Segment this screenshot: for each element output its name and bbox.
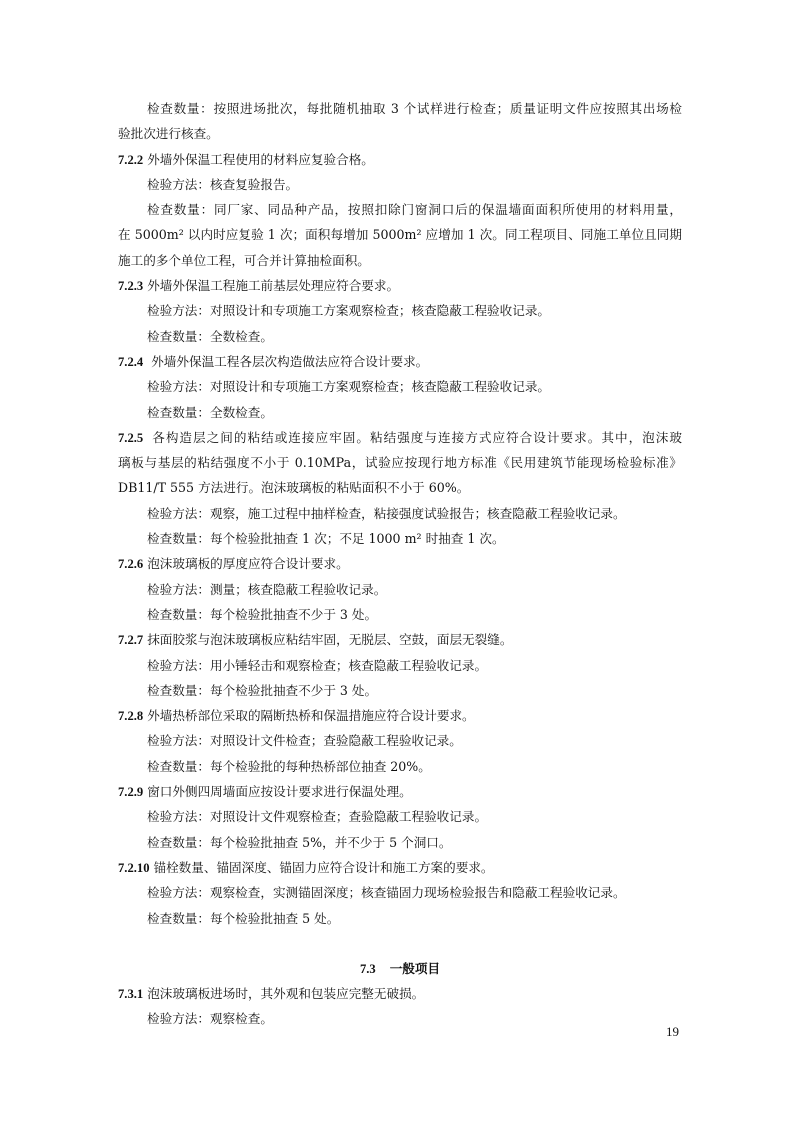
line-text: 检查数量：同厂家、同品种产品，按照扣除门窗洞口后的保温墙面面积所使用的材料用量， [147, 202, 682, 218]
clause-line [118, 703, 682, 728]
line-text: 泡沫玻璃板的厚度应符合设计要求。 [147, 556, 349, 572]
text-line [118, 400, 682, 425]
line-text: 泡沫玻璃板进场时，其外观和包装应完整无破损。 [147, 986, 425, 1002]
clause-line [118, 627, 682, 652]
line-text: 检验方法：对照设计和专项施工方案观察检查；核查隐蔽工程验收记录。 [147, 379, 550, 395]
clause-number: 7.2.3 [118, 279, 144, 294]
line-text: 外墙热桥部位采取的隔断热桥和保温措施应符合设计要求。 [147, 708, 475, 724]
line-text: 检验方法：对照设计和专项施工方案观察检查；核查隐蔽工程验收记录。 [147, 303, 550, 319]
line-text: 锚栓数量、锚固深度、锚固力应符合设计和施工方案的要求。 [153, 859, 494, 875]
text-line [118, 450, 682, 475]
text-line [118, 754, 682, 779]
line-text: 检查数量：全数检查。 [147, 328, 273, 344]
line-text: 施工的多个单位工程，可合并计算抽检面积。 [118, 252, 370, 268]
clause-line [118, 147, 682, 172]
text-line [118, 121, 682, 146]
section-title: 一般项目 [389, 960, 441, 976]
text-line [118, 374, 682, 399]
text-line [118, 172, 682, 197]
line-text: 检验方法：核查复验报告。 [147, 176, 299, 192]
section-heading [118, 956, 682, 981]
clause-line [118, 551, 682, 576]
text-line [118, 880, 682, 905]
line-text: 璃板与基层的粘结强度不小于 0.10MPa，试验应按现行地方标准《民用建筑节能现场检验标准》 [118, 455, 682, 471]
clause-line [118, 273, 682, 298]
line-text: 检查数量：每个检验批抽查 1 次；不足 1000 m² 时抽查 1 次。 [147, 531, 505, 547]
section-number: 7.3 [359, 961, 376, 976]
line-text: 检查数量：每个检验批抽查 5 处。 [147, 910, 340, 926]
text-line [118, 248, 682, 273]
line-text: 检验方法：观察检查，实测锚固深度；核查锚固力现场检验报告和隐蔽工程验收记录。 [147, 885, 626, 901]
clauses-7-2 [118, 96, 682, 931]
text-line [118, 222, 682, 247]
text-line [118, 804, 682, 829]
line-text: 检验方法：用小锤轻击和观察检查；核查隐蔽工程验收记录。 [147, 657, 488, 673]
line-text: 检查数量：每个检验批抽查不少于 3 处。 [147, 682, 378, 698]
clause-number: 7.2.6 [118, 557, 144, 572]
line-text: 检验方法：测量；核查隐蔽工程验收记录。 [147, 581, 387, 597]
line-text: 检验方法：观察检查。 [147, 1011, 273, 1027]
text-line [118, 501, 682, 526]
line-text: 检查数量：每个检验批抽查 5%，并不少于 5 个洞口。 [147, 834, 452, 850]
line-text: 检验方法：对照设计文件观察检查；查验隐蔽工程验收记录。 [147, 809, 488, 825]
text-line [118, 830, 682, 855]
clause-number: 7.2.4 [118, 354, 144, 369]
line-text: 外墙外保温工程施工前基层处理应符合要求。 [147, 278, 400, 294]
line-text: 检查数量：全数检查。 [147, 404, 273, 420]
text-line [118, 298, 682, 323]
clauses-7-3 [118, 981, 682, 1032]
text-line [118, 197, 682, 222]
line-text: 外墙外保温工程各层次构造做法应符合设计要求。 [147, 353, 429, 369]
text-line [118, 577, 682, 602]
clause-line [118, 425, 682, 450]
clause-number: 7.2.9 [118, 785, 144, 800]
text-line [118, 653, 682, 678]
line-text: DB11/T 555 方法进行。泡沫玻璃板的粘贴面积不小于 60%。 [118, 480, 470, 496]
line-text: 检验方法：对照设计文件检查；查验隐蔽工程验收记录。 [147, 733, 462, 749]
line-text: 检查数量：每个检验批的每种热桥部位抽查 20%。 [147, 758, 431, 774]
line-text: 检验方法：观察，施工过程中抽样检查，粘接强度试验报告；核查隐蔽工程验收记录。 [147, 505, 626, 521]
clause-number: 7.2.2 [118, 152, 144, 167]
line-text: 在 5000m² 以内时应复验 1 次；面积每增加 5000m² 应增加 1 次。同工程项目、同施工单位且同期 [118, 227, 682, 243]
text-line [118, 475, 682, 500]
clause-number: 7.2.5 [118, 430, 144, 445]
text-line [118, 324, 682, 349]
clause-line [118, 981, 682, 1006]
text-line [118, 526, 682, 551]
line-text: 验批次进行核查。 [118, 126, 219, 142]
line-text: 外墙外保温工程使用的材料应复验合格。 [147, 151, 374, 167]
line-text: 各构造层之间的粘结或连接应牢固。粘结强度与连接方式应符合设计要求。其中，泡沫玻 [147, 429, 682, 445]
clause-number: 7.2.8 [118, 709, 144, 724]
clause-number: 7.2.10 [118, 860, 150, 875]
text-line [118, 1006, 682, 1031]
line-text: 检查数量：按照进场批次，每批随机抽取 3 个试样进行检查；质量证明文件应按照其出场检 [147, 101, 682, 116]
clause-line [118, 779, 682, 804]
text-line [118, 96, 682, 121]
clause-number: 7.2.7 [118, 633, 144, 648]
line-text: 窗口外侧四周墙面应按设计要求进行保温处理。 [147, 784, 412, 800]
page-number: 19 [666, 1024, 679, 1039]
clause-line [118, 855, 682, 880]
page-content [118, 96, 682, 1032]
text-line [118, 728, 682, 753]
text-line [118, 678, 682, 703]
line-text: 检查数量：每个检验批抽查不少于 3 处。 [147, 606, 378, 622]
clause-number: 7.3.1 [118, 987, 144, 1002]
text-line [118, 906, 682, 931]
line-text: 抹面胶浆与泡沫玻璃板应粘结牢固，无脱层、空鼓，面层无裂缝。 [147, 632, 513, 648]
clause-line [118, 349, 682, 374]
text-line [118, 602, 682, 627]
